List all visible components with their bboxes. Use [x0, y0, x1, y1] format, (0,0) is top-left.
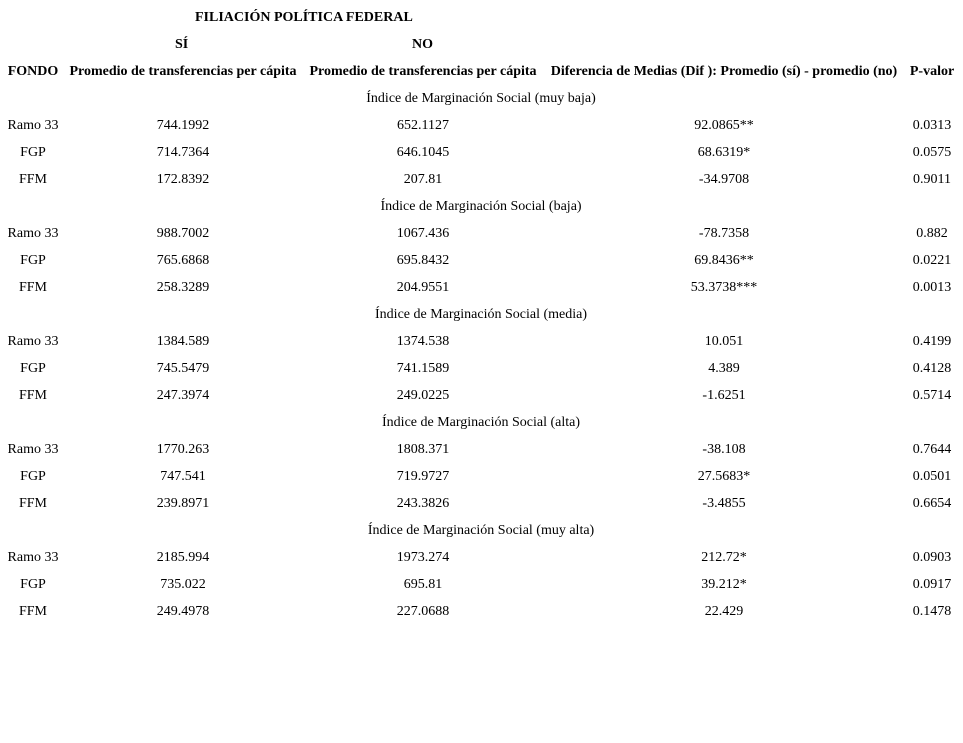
cell-si-promedio: 258.3289: [156, 280, 210, 295]
cell-fondo: Ramo 33: [7, 118, 59, 133]
table-row: [2, 139, 960, 166]
cell-pvalor: 0.0313: [912, 118, 952, 133]
cell-pvalor: 0.7644: [912, 442, 952, 457]
cell-fondo: FGP: [20, 253, 46, 268]
table-title: FILIACIÓN POLÍTICA FEDERAL: [195, 10, 413, 25]
cell-diferencia: 68.6319*: [697, 145, 751, 160]
col-header-fondo: FONDO: [7, 64, 59, 79]
cell-si-promedio: 735.022: [160, 577, 206, 592]
cell-no-promedio: 1808.371: [396, 442, 450, 457]
table-row: [2, 166, 960, 193]
section-header-row: [2, 409, 960, 436]
table-row: [2, 328, 960, 355]
table-row: [2, 220, 960, 247]
cell-fondo: FGP: [20, 577, 46, 592]
column-header-row: [2, 58, 960, 85]
cell-no-promedio: 646.1045: [396, 145, 450, 160]
cell-diferencia: -34.9708: [698, 172, 750, 187]
cell-no-promedio: 1374.538: [396, 334, 450, 349]
cell-si-promedio: 765.6868: [156, 253, 210, 268]
cell-fondo: Ramo 33: [7, 442, 59, 457]
cell-pvalor: 0.4199: [912, 334, 952, 349]
col-header-no-promedio: Promedio de transferencias per cápita: [309, 64, 537, 79]
section-label: Índice de Marginación Social (alta): [382, 415, 581, 430]
cell-diferencia: 27.5683*: [697, 469, 751, 484]
cell-no-promedio: 652.1127: [397, 118, 449, 133]
cell-diferencia: -38.108: [702, 442, 746, 457]
table-row: [2, 112, 960, 139]
cell-pvalor: 0.0221: [912, 253, 952, 268]
cell-pvalor: 0.0501: [912, 469, 952, 484]
cell-pvalor: 0.4128: [912, 361, 952, 376]
section-label: Índice de Marginación Social (baja): [380, 199, 582, 214]
cell-si-promedio: 1770.263: [156, 442, 210, 457]
cell-no-promedio: 204.9551: [396, 280, 450, 295]
table-body: [2, 85, 960, 625]
cell-diferencia: 10.051: [704, 334, 744, 349]
cell-si-promedio: 249.4978: [156, 604, 210, 619]
table-row: [2, 274, 960, 301]
section-header-row: [2, 517, 960, 544]
cell-fondo: FFM: [18, 604, 48, 619]
cell-si-promedio: 239.8971: [156, 496, 210, 511]
cell-si-promedio: 714.7364: [156, 145, 210, 160]
cell-si-promedio: 747.541: [160, 469, 206, 484]
cell-si-promedio: 1384.589: [156, 334, 210, 349]
cell-diferencia: 22.429: [704, 604, 744, 619]
cell-pvalor: 0.882: [916, 226, 948, 241]
cell-pvalor: 0.0013: [912, 280, 952, 295]
table-row: [2, 490, 960, 517]
cell-si-promedio: 247.3974: [156, 388, 210, 403]
cell-pvalor: 0.1478: [912, 604, 952, 619]
table-row: [2, 436, 960, 463]
cell-diferencia: 212.72*: [701, 550, 747, 565]
cell-si-promedio: 745.5479: [156, 361, 210, 376]
cell-fondo: Ramo 33: [7, 550, 59, 565]
cell-diferencia: -78.7358: [698, 226, 750, 241]
cell-pvalor: 0.5714: [912, 388, 952, 403]
cell-fondo: FFM: [18, 280, 48, 295]
results-table: [2, 4, 960, 625]
group-header-row: [2, 31, 960, 58]
cell-no-promedio: 695.8432: [396, 253, 450, 268]
table-row: [2, 247, 960, 274]
cell-no-promedio: 741.1589: [396, 361, 450, 376]
cell-pvalor: 0.6654: [912, 496, 952, 511]
cell-si-promedio: 988.7002: [156, 226, 210, 241]
cell-pvalor: 0.0903: [912, 550, 952, 565]
table-row: [2, 544, 960, 571]
cell-no-promedio: 249.0225: [396, 388, 450, 403]
cell-no-promedio: 227.0688: [396, 604, 450, 619]
cell-si-promedio: 744.1992: [156, 118, 210, 133]
cell-diferencia: 4.389: [708, 361, 740, 376]
table-row: [2, 598, 960, 625]
cell-fondo: FGP: [20, 361, 46, 376]
cell-no-promedio: 207.81: [403, 172, 443, 187]
cell-diferencia: 69.8436**: [694, 253, 754, 268]
cell-fondo: FGP: [20, 469, 46, 484]
cell-no-promedio: 243.3826: [396, 496, 450, 511]
section-label: Índice de Marginación Social (muy baja): [366, 91, 596, 106]
cell-diferencia: 53.3738***: [690, 280, 758, 295]
cell-si-promedio: 2185.994: [156, 550, 210, 565]
cell-no-promedio: 1067.436: [396, 226, 450, 241]
cell-fondo: FFM: [18, 388, 48, 403]
cell-fondo: FGP: [20, 145, 46, 160]
cell-no-promedio: 695.81: [403, 577, 443, 592]
col-header-diferencia: Diferencia de Medias (Dif ): Promedio (sí) - promedio (no): [550, 64, 898, 79]
cell-diferencia: 39.212*: [701, 577, 747, 592]
group-no-label: NO: [412, 37, 433, 52]
cell-fondo: Ramo 33: [7, 226, 59, 241]
cell-no-promedio: 1973.274: [396, 550, 450, 565]
title-row: [2, 4, 960, 31]
group-si-label: SÍ: [175, 37, 189, 52]
cell-pvalor: 0.0575: [912, 145, 952, 160]
cell-si-promedio: 172.8392: [156, 172, 210, 187]
section-label: Índice de Marginación Social (muy alta): [367, 523, 595, 538]
section-header-row: [2, 193, 960, 220]
col-header-si-promedio: Promedio de transferencias per cápita: [69, 64, 297, 79]
section-header-row: [2, 85, 960, 112]
cell-diferencia: -3.4855: [702, 496, 746, 511]
cell-pvalor: 0.0917: [912, 577, 952, 592]
table-row: [2, 382, 960, 409]
cell-fondo: FFM: [18, 172, 48, 187]
cell-fondo: Ramo 33: [7, 334, 59, 349]
table-row: [2, 355, 960, 382]
section-label: Índice de Marginación Social (media): [375, 307, 588, 322]
table-row: [2, 463, 960, 490]
col-header-pvalor: P-valor: [909, 64, 955, 79]
cell-diferencia: 92.0865**: [694, 118, 754, 133]
section-header-row: [2, 301, 960, 328]
cell-diferencia: -1.6251: [702, 388, 746, 403]
table-row: [2, 571, 960, 598]
cell-no-promedio: 719.9727: [396, 469, 450, 484]
cell-fondo: FFM: [18, 496, 48, 511]
cell-pvalor: 0.9011: [913, 172, 952, 187]
